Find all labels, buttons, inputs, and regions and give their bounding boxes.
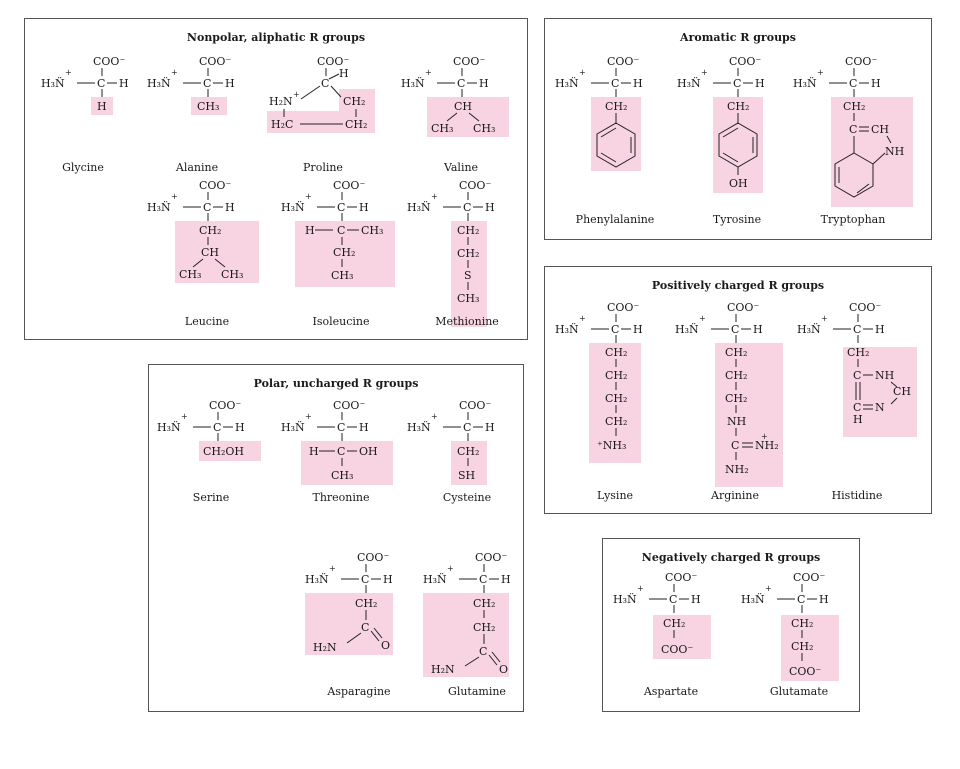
formula-label: CH₂ [473, 597, 496, 610]
formula-label: C [731, 323, 740, 336]
formula-label: COO⁻ [793, 571, 826, 584]
formula-label: H [359, 201, 369, 214]
formula-label: C [337, 201, 346, 214]
formula-label: + [821, 314, 828, 323]
formula-label: CH₂OH [203, 445, 245, 458]
aa-name-leucine: Leucine [184, 315, 230, 328]
negative-panel [602, 538, 860, 712]
glutamate-structure [741, 569, 861, 769]
formula-label: CH₂ [199, 224, 222, 237]
formula-label: O [381, 639, 391, 652]
aa-name-threonine: Threonine [312, 491, 370, 504]
formula-label: H₃N̈ [613, 593, 637, 606]
formula-label: CH₂ [843, 100, 866, 113]
tryptophan-structure [793, 53, 913, 253]
formula-label: H [97, 100, 107, 113]
formula-label: NH [885, 145, 905, 158]
aa-name-aspartate: Aspartate [643, 685, 699, 698]
formula-label: C [733, 77, 742, 90]
formula-label: + [171, 192, 178, 201]
formula-label: H [691, 593, 701, 606]
formula-label: H [305, 224, 315, 237]
formula-label: CH₃ [221, 268, 244, 281]
methionine-svg [407, 177, 537, 327]
aa-name-serine: Serine [192, 491, 230, 504]
formula-label: CH₂ [473, 621, 496, 634]
formula-label: COO⁻ [333, 179, 366, 192]
formula-label: H₃N̈ [147, 201, 171, 214]
formula-label: + [761, 432, 768, 441]
formula-label: NH₂ [725, 463, 749, 476]
formula-label: + [425, 68, 432, 77]
glutamate-svg [741, 569, 861, 689]
formula-label: COO⁻ [665, 571, 698, 584]
formula-label: H [479, 77, 489, 90]
formula-label: H [633, 323, 643, 336]
aa-name-glycine: Glycine [62, 161, 104, 174]
formula-label: ⁺NH₃ [597, 439, 627, 452]
nonpolar-panel [24, 18, 528, 340]
formula-label: OH [359, 445, 378, 458]
formula-label: COO⁻ [199, 179, 232, 192]
arginine-structure [675, 299, 795, 502]
formula-label: CH₂ [725, 392, 748, 405]
methionine-structure [407, 177, 527, 377]
formula-label: COO⁻ [789, 665, 822, 678]
formula-label: C [457, 77, 466, 90]
formula-label: COO⁻ [845, 55, 878, 68]
formula-label: H [501, 573, 511, 586]
formula-label: C [849, 123, 858, 136]
tyrosine-structure [677, 53, 797, 253]
formula-label: H [633, 77, 643, 90]
formula-label: C [853, 323, 862, 336]
formula-label: C [203, 77, 212, 90]
formula-label: CH₂ [725, 369, 748, 382]
formula-label: C [463, 201, 472, 214]
formula-label: CH₂ [343, 95, 366, 108]
formula-label: CH₂ [663, 617, 686, 630]
formula-label: C [463, 421, 472, 434]
formula-label: + [447, 564, 454, 573]
phenylalanine-svg [555, 53, 675, 203]
formula-label: H [871, 77, 881, 90]
formula-label: CH [201, 246, 220, 259]
formula-label: CH₂ [457, 247, 480, 260]
formula-label: CH₃ [179, 268, 202, 281]
formula-label: C [611, 77, 620, 90]
tryptophan-svg [793, 53, 923, 213]
formula-label: + [431, 412, 438, 421]
aa-name-cysteine: Cysteine [442, 491, 492, 504]
formula-label: H [235, 421, 245, 434]
aa-name-tryptophan: Tryptophan [820, 213, 886, 226]
histidine-structure [797, 299, 917, 502]
leucine-structure [147, 177, 267, 377]
formula-label: H [339, 67, 349, 80]
aa-name-tyrosine: Tyrosine [712, 213, 762, 226]
formula-label: CH₃ [457, 292, 480, 305]
formula-label: H₃N̈ [281, 421, 305, 434]
arginine-svg [675, 299, 805, 489]
phenylalanine-structure [555, 53, 675, 253]
formula-label: CH₂ [457, 224, 480, 237]
formula-label: CH₃ [331, 469, 354, 482]
formula-label: C [611, 323, 620, 336]
formula-label: + [305, 412, 312, 421]
formula-label: H₃N̈ [741, 593, 765, 606]
formula-label: H [485, 201, 495, 214]
formula-label: COO⁻ [459, 179, 492, 192]
formula-label: H₂N [269, 95, 293, 108]
formula-label: + [305, 192, 312, 201]
formula-label: H₃N̈ [797, 323, 821, 336]
formula-label: CH₂ [847, 346, 870, 359]
lysine-svg [555, 299, 675, 479]
formula-label: NH [727, 415, 747, 428]
formula-label: OH [729, 177, 748, 190]
alanine-svg [147, 53, 267, 163]
lysine-structure [555, 299, 675, 502]
polar-panel [148, 364, 524, 712]
aa-name-asparagine: Asparagine [327, 685, 391, 698]
formula-label: COO⁻ [661, 643, 694, 656]
formula-label: CH₂ [605, 392, 628, 405]
glycine-svg [33, 53, 153, 163]
formula-label: H₃N̈ [305, 573, 329, 586]
valine-svg [401, 53, 531, 163]
positive-panel [544, 266, 932, 514]
formula-label: H [359, 421, 369, 434]
panel-title-nonpolar: Nonpolar, aliphatic R groups [186, 31, 366, 44]
formula-label: H [119, 77, 129, 90]
formula-label: C [213, 421, 222, 434]
formula-label: COO⁻ [357, 551, 390, 564]
formula-label: + [817, 68, 824, 77]
formula-label: COO⁻ [209, 399, 242, 412]
formula-label: C [853, 401, 862, 414]
asparagine-structure [305, 549, 425, 749]
aa-name-methionine: Methionine [435, 315, 499, 328]
formula-label: COO⁻ [727, 301, 760, 314]
aspartate-structure [613, 569, 733, 769]
formula-label: H₃N̈ [41, 77, 65, 90]
formula-label: COO⁻ [729, 55, 762, 68]
bond-line [301, 86, 320, 99]
leucine-svg [147, 177, 277, 327]
formula-label: H [753, 323, 763, 336]
formula-label: C [479, 573, 488, 586]
aa-name-lysine: Lysine [596, 489, 634, 502]
formula-label: H [225, 201, 235, 214]
aa-name-isoleucine: Isoleucine [312, 315, 370, 328]
formula-label: + [329, 564, 336, 573]
formula-label: C [203, 201, 212, 214]
proline-svg [263, 53, 393, 163]
formula-label: H₂C [271, 118, 294, 131]
formula-label: CH₂ [605, 100, 628, 113]
isoleucine-structure [281, 177, 401, 377]
formula-label: H₃N̈ [401, 77, 425, 90]
formula-label: NH [875, 369, 895, 382]
formula-label: S [464, 269, 472, 282]
formula-label: H [309, 445, 319, 458]
aa-name-alanine: Alanine [175, 161, 219, 174]
formula-label: CH₂ [605, 415, 628, 428]
glycine-structure [33, 53, 153, 253]
formula-label: CH₂ [355, 597, 378, 610]
formula-label: + [579, 314, 586, 323]
formula-label: C [337, 421, 346, 434]
formula-label: H [875, 323, 885, 336]
formula-label: C [361, 573, 370, 586]
formula-label: C [669, 593, 678, 606]
panel-title-polar: Polar, uncharged R groups [253, 377, 419, 390]
formula-label: + [765, 584, 772, 593]
formula-label: COO⁻ [333, 399, 366, 412]
formula-label: + [699, 314, 706, 323]
formula-label: C [97, 77, 106, 90]
panel-title-positive: Positively charged R groups [651, 279, 825, 292]
formula-label: COO⁻ [849, 301, 882, 314]
formula-label: C [797, 593, 806, 606]
formula-label: CH₃ [331, 269, 354, 282]
formula-label: H₃N̈ [423, 573, 447, 586]
bond-line [329, 74, 339, 79]
glutamine-svg [423, 549, 553, 689]
formula-label: H [383, 573, 393, 586]
formula-label: COO⁻ [93, 55, 126, 68]
formula-label: CH [454, 100, 473, 113]
formula-label: C [853, 369, 862, 382]
formula-label: H₃N̈ [793, 77, 817, 90]
formula-label: H₃N̈ [407, 201, 431, 214]
formula-label: + [171, 68, 178, 77]
formula-label: H [853, 413, 863, 426]
formula-label: CH₃ [473, 122, 496, 135]
formula-label: H [755, 77, 765, 90]
aa-name-glutamate: Glutamate [769, 685, 829, 698]
formula-label: C [361, 621, 370, 634]
formula-label: C [849, 77, 858, 90]
formula-label: + [431, 192, 438, 201]
formula-label: CH₂ [605, 346, 628, 359]
formula-label: CH [871, 123, 890, 136]
formula-label: H₃N̈ [675, 323, 699, 336]
isoleucine-svg [281, 177, 411, 327]
formula-label: H₃N̈ [147, 77, 171, 90]
formula-label: C [337, 445, 346, 458]
formula-label: + [579, 68, 586, 77]
formula-label: CH₂ [727, 100, 750, 113]
formula-label: N [875, 401, 885, 414]
formula-label: CH₂ [333, 246, 356, 259]
formula-label: H [819, 593, 829, 606]
formula-label: NH₂ [755, 439, 779, 452]
aa-name-phenylalanine: Phenylalanine [575, 213, 655, 226]
formula-label: COO⁻ [459, 399, 492, 412]
formula-label: C [731, 439, 740, 452]
aa-name-proline: Proline [303, 161, 343, 174]
formula-label: C [479, 645, 488, 658]
formula-label: CH₃ [361, 224, 384, 237]
formula-label: COO⁻ [475, 551, 508, 564]
formula-label: CH₂ [725, 346, 748, 359]
formula-label: CH₂ [791, 617, 814, 630]
panel-title-negative: Negatively charged R groups [641, 551, 821, 564]
formula-label: H₃N̈ [157, 421, 181, 434]
formula-label: H [225, 77, 235, 90]
formula-label: SH [458, 469, 476, 482]
formula-label: + [637, 584, 644, 593]
formula-label: H₂N [313, 641, 337, 654]
formula-label: COO⁻ [607, 301, 640, 314]
histidine-svg [797, 299, 927, 459]
aa-name-valine: Valine [443, 161, 479, 174]
formula-label: H₃N̈ [555, 323, 579, 336]
formula-label: CH [893, 385, 912, 398]
aa-name-arginine: Arginine [711, 489, 759, 502]
formula-label: H₃N̈ [281, 201, 305, 214]
formula-label: + [181, 412, 188, 421]
tyrosine-svg [677, 53, 797, 213]
formula-label: COO⁻ [199, 55, 232, 68]
formula-label: C [337, 224, 346, 237]
asparagine-svg [305, 549, 435, 679]
aa-name-glutamine: Glutamine [448, 685, 506, 698]
aspartate-svg [613, 569, 733, 689]
glutamine-structure [423, 549, 543, 749]
formula-label: H₂N [431, 663, 455, 676]
formula-label: C [321, 77, 330, 90]
serine-structure [157, 397, 277, 597]
formula-label: + [293, 90, 300, 99]
formula-label: CH₂ [791, 640, 814, 653]
formula-label: COO⁻ [607, 55, 640, 68]
formula-label: + [701, 68, 708, 77]
aa-name-histidine: Histidine [831, 489, 883, 502]
formula-label: CH₂ [345, 118, 368, 131]
formula-label: COO⁻ [317, 55, 350, 68]
formula-label: CH₂ [457, 445, 480, 458]
formula-label: CH₃ [197, 100, 220, 113]
formula-label: O [499, 663, 509, 676]
formula-label: H₃N̈ [677, 77, 701, 90]
formula-label: COO⁻ [453, 55, 486, 68]
formula-label: H₃N̈ [555, 77, 579, 90]
formula-label: CH₂ [605, 369, 628, 382]
formula-label: + [65, 68, 72, 77]
formula-label: H [485, 421, 495, 434]
aromatic-panel [544, 18, 932, 240]
formula-label: H₃N̈ [407, 421, 431, 434]
panel-title-aromatic: Aromatic R groups [680, 31, 796, 44]
formula-label: CH₃ [431, 122, 454, 135]
